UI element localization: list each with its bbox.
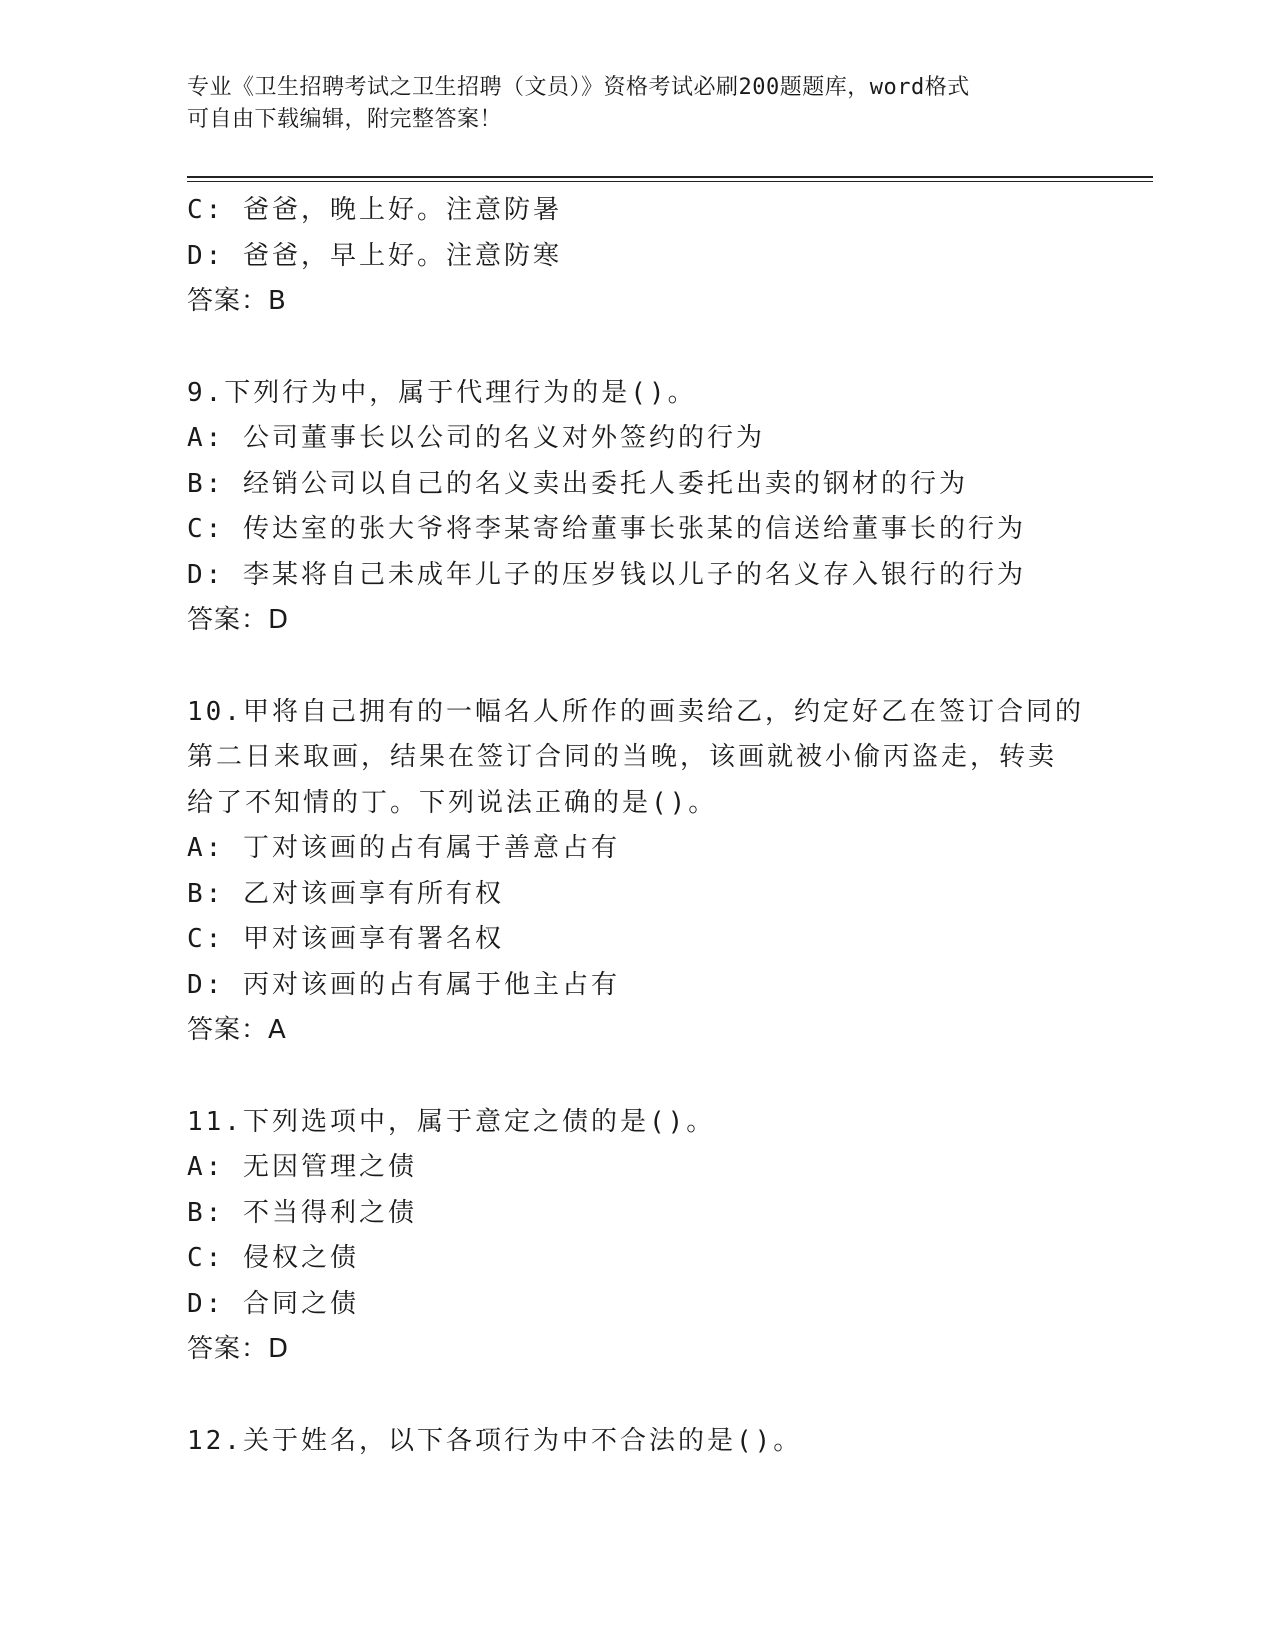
document-page xyxy=(187,0,1157,1650)
option-c: C: 爸爸，晚上好。注意防暑 xyxy=(187,195,562,225)
question-stem-line-1: 10.甲将自己拥有的一幅名人所作的画卖给乙，约定好乙在签订合同的 xyxy=(187,696,1084,727)
header-line-2: 可自由下载编辑，附完整答案！ xyxy=(187,107,503,132)
question-9 xyxy=(187,371,1153,644)
question-12 xyxy=(187,1419,1153,1465)
spacer xyxy=(187,1054,1153,1100)
option-b: B: 经销公司以自己的名义卖出委托人委托出卖的钢材的行为 xyxy=(187,468,968,499)
answer-line: 答案：B xyxy=(187,286,287,316)
question-stem-line-3: 给了不知情的丁。下列说法正确的是()。 xyxy=(187,787,718,818)
option-a: A: 公司董事长以公司的名义对外签约的行为 xyxy=(187,423,765,453)
question-11 xyxy=(187,1100,1153,1373)
document-header xyxy=(187,72,1087,136)
spacer xyxy=(187,644,1153,690)
option-b: B: 不当得利之债 xyxy=(187,1197,417,1228)
answer-line: 答案：D xyxy=(187,605,290,635)
option-d: D: 合同之债 xyxy=(187,1288,359,1319)
carryover-block xyxy=(187,188,1153,325)
spacer xyxy=(187,325,1153,371)
spacer xyxy=(187,1373,1153,1419)
option-c: C: 传达室的张大爷将李某寄给董事长张某的信送给董事长的行为 xyxy=(187,514,1026,544)
header-line-1: 专业《卫生招聘考试之卫生招聘（文员）》资格考试必刷200题题库，word格式 xyxy=(187,75,970,100)
question-stem-line-2: 第二日来取画，结果在签订合同的当晚，该画就被小偷丙盗走，转卖 xyxy=(187,742,1058,772)
question-10 xyxy=(187,690,1153,1054)
option-d: D: 李某将自己未成年儿子的压岁钱以儿子的名义存入银行的行为 xyxy=(187,559,1026,590)
option-d: D: 爸爸，早上好。注意防寒 xyxy=(187,240,562,271)
answer-line: 答案：D xyxy=(187,1334,290,1364)
option-c: C: 侵权之债 xyxy=(187,1243,359,1273)
option-a: A: 丁对该画的占有属于善意占有 xyxy=(187,833,620,863)
answer-line: 答案：A xyxy=(187,1015,287,1045)
option-c: C: 甲对该画享有署名权 xyxy=(187,924,504,954)
header-divider xyxy=(187,176,1153,182)
option-a: A: 无因管理之债 xyxy=(187,1152,417,1182)
question-stem: 9.下列行为中，属于代理行为的是()。 xyxy=(187,377,697,408)
question-stem: 12.关于姓名，以下各项行为中不合法的是()。 xyxy=(187,1425,803,1456)
option-d: D: 丙对该画的占有属于他主占有 xyxy=(187,969,620,1000)
question-list xyxy=(187,188,1153,1464)
option-b: B: 乙对该画享有所有权 xyxy=(187,878,504,909)
question-stem: 11.下列选项中，属于意定之债的是()。 xyxy=(187,1106,716,1137)
